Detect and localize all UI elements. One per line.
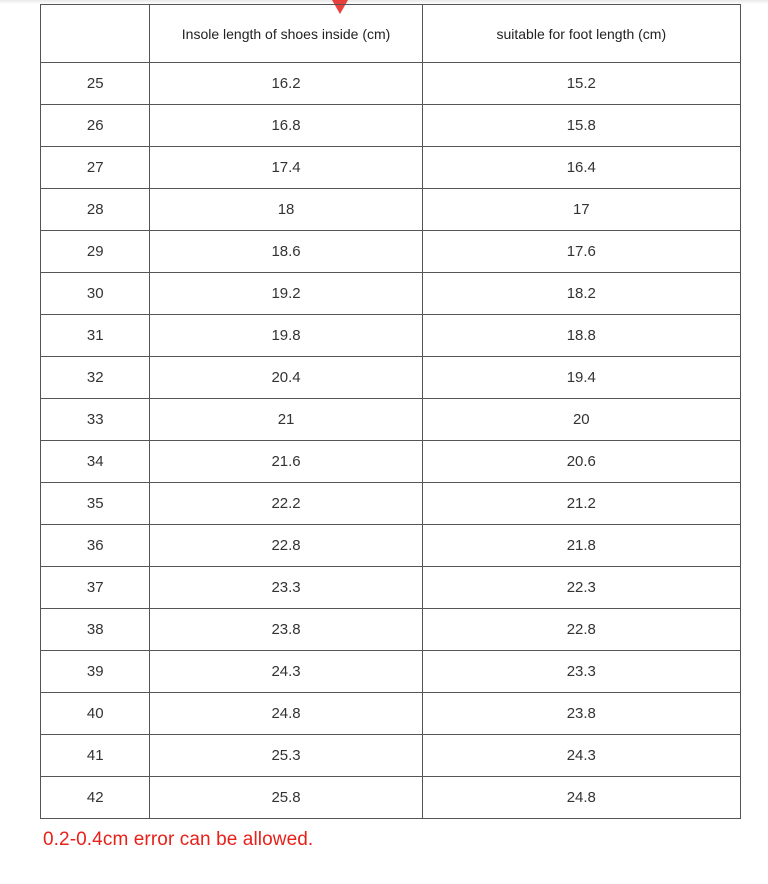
cell-foot-length: 21.2 <box>422 483 740 525</box>
cell-insole-length: 22.2 <box>150 483 422 525</box>
table-row <box>41 357 741 399</box>
table-row <box>41 567 741 609</box>
cell-size: 31 <box>41 315 150 357</box>
cell-size: 33 <box>41 399 150 441</box>
cell-insole-length: 19.2 <box>150 273 422 315</box>
header-insole-length: Insole length of shoes inside (cm) <box>150 5 422 63</box>
table-row <box>41 105 741 147</box>
cell-insole-length: 16.8 <box>150 105 422 147</box>
table-row <box>41 777 741 819</box>
table-row <box>41 399 741 441</box>
cell-foot-length: 20 <box>422 399 740 441</box>
table-row <box>41 189 741 231</box>
header-foot-length: suitable for foot length (cm) <box>422 5 740 63</box>
cell-insole-length: 16.2 <box>150 63 422 105</box>
table-row <box>41 609 741 651</box>
table-row <box>41 693 741 735</box>
cell-size: 26 <box>41 105 150 147</box>
cell-size: 41 <box>41 735 150 777</box>
cell-insole-length: 22.8 <box>150 525 422 567</box>
table-row <box>41 483 741 525</box>
cell-insole-length: 24.8 <box>150 693 422 735</box>
cell-size: 25 <box>41 63 150 105</box>
header-size <box>41 5 150 63</box>
size-chart-table <box>40 4 741 819</box>
cell-size: 40 <box>41 693 150 735</box>
cell-foot-length: 17.6 <box>422 231 740 273</box>
table-row <box>41 231 741 273</box>
cell-insole-length: 17.4 <box>150 147 422 189</box>
table-row <box>41 651 741 693</box>
cell-size: 39 <box>41 651 150 693</box>
cell-size: 36 <box>41 525 150 567</box>
table-row <box>41 315 741 357</box>
cell-foot-length: 18.8 <box>422 315 740 357</box>
cell-insole-length: 20.4 <box>150 357 422 399</box>
cell-insole-length: 21.6 <box>150 441 422 483</box>
cell-insole-length: 23.8 <box>150 609 422 651</box>
table-row <box>41 63 741 105</box>
table-row <box>41 147 741 189</box>
cell-insole-length: 18 <box>150 189 422 231</box>
cell-size: 42 <box>41 777 150 819</box>
cell-foot-length: 18.2 <box>422 273 740 315</box>
cell-foot-length: 15.2 <box>422 63 740 105</box>
cell-insole-length: 24.3 <box>150 651 422 693</box>
cell-size: 37 <box>41 567 150 609</box>
cell-insole-length: 25.8 <box>150 777 422 819</box>
table-row <box>41 441 741 483</box>
cell-foot-length: 23.8 <box>422 693 740 735</box>
cell-size: 30 <box>41 273 150 315</box>
cell-foot-length: 24.8 <box>422 777 740 819</box>
cell-foot-length: 22.8 <box>422 609 740 651</box>
cell-size: 32 <box>41 357 150 399</box>
cell-insole-length: 23.3 <box>150 567 422 609</box>
cell-foot-length: 23.3 <box>422 651 740 693</box>
cell-size: 29 <box>41 231 150 273</box>
cell-foot-length: 21.8 <box>422 525 740 567</box>
cell-size: 34 <box>41 441 150 483</box>
cell-insole-length: 21 <box>150 399 422 441</box>
cell-foot-length: 22.3 <box>422 567 740 609</box>
table-row <box>41 273 741 315</box>
cell-insole-length: 19.8 <box>150 315 422 357</box>
cell-foot-length: 15.8 <box>422 105 740 147</box>
tolerance-note: 0.2-0.4cm error can be allowed. <box>43 829 314 850</box>
cell-foot-length: 16.4 <box>422 147 740 189</box>
cell-insole-length: 18.6 <box>150 231 422 273</box>
cell-insole-length: 25.3 <box>150 735 422 777</box>
cell-size: 28 <box>41 189 150 231</box>
table-header-row <box>41 5 741 63</box>
cell-foot-length: 20.6 <box>422 441 740 483</box>
table-row <box>41 735 741 777</box>
cell-size: 38 <box>41 609 150 651</box>
cell-foot-length: 24.3 <box>422 735 740 777</box>
cell-size: 35 <box>41 483 150 525</box>
table-row <box>41 525 741 567</box>
cell-size: 27 <box>41 147 150 189</box>
cell-foot-length: 17 <box>422 189 740 231</box>
cell-foot-length: 19.4 <box>422 357 740 399</box>
